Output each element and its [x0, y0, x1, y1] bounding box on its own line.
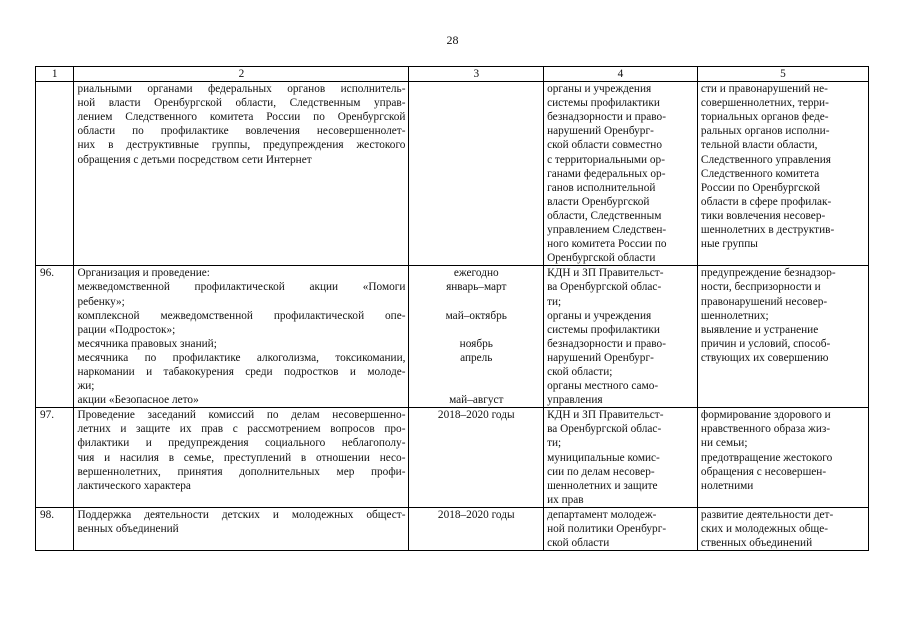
text-line: органы и учреждения — [547, 309, 652, 322]
text-line: лактического характера — [77, 479, 191, 492]
text-line: департамент молодеж- — [547, 508, 657, 521]
text-line: месячника по профилактике алкоголизма, токсикомании, — [77, 351, 406, 364]
period-cell — [409, 408, 544, 508]
column-number: 1 — [36, 67, 74, 82]
period-cell — [409, 266, 544, 408]
text-line — [412, 379, 540, 393]
table-row — [36, 408, 869, 508]
text-line: май–август — [449, 394, 504, 407]
text-line: обращения с детьми посредством сети Интернет — [77, 153, 312, 166]
text-line: май–октябрь — [445, 309, 507, 322]
text-line: нарушений Оренбург- — [547, 125, 654, 138]
result-cell — [697, 408, 868, 508]
column-number: 2 — [74, 67, 409, 82]
text-line: России по Оренбургской — [700, 181, 821, 194]
column-number: 4 — [544, 67, 698, 82]
result-cell — [697, 266, 868, 408]
text-line: области в сфере профилак- — [700, 195, 832, 208]
text-line: них в деструктивные группы, предупреждения жестокого — [77, 139, 406, 152]
column-number: 3 — [409, 67, 544, 82]
text-line: Проведение заседаний комиссий по делам несовершенно- — [77, 409, 406, 422]
text-line: Следственного управления — [700, 153, 831, 166]
text-line: венных объединений — [77, 523, 179, 535]
item-number-cell: 97. — [36, 408, 74, 508]
result-cell — [697, 82, 868, 266]
text-line: ной власти Оренбургской области, Следственным управ- — [77, 97, 406, 110]
text-line: сии по делам несовер- — [547, 465, 655, 478]
executors-cell — [544, 266, 698, 408]
text-line: ва Оренбургской облас- — [547, 281, 662, 294]
text-line: шеннолетних и защите — [547, 479, 658, 492]
table-row — [36, 82, 869, 266]
text-line: области по профилактике вовлечения несовершеннолет- — [77, 125, 406, 138]
text-line: безнадзорности и право- — [547, 337, 666, 350]
text-line: чия и насилия в семье, преступлений в отношении несо- — [77, 451, 406, 464]
text-line: предупреждение безнадзор- — [700, 267, 836, 280]
text-line: ской области — [547, 537, 610, 550]
executors-cell — [544, 408, 698, 508]
text-line: филактики и предупреждения социального неблагополу- — [77, 437, 406, 450]
text-line: ежегодно — [453, 267, 499, 280]
text-line: вершеннолетних, принятия дополнительных мер профи- — [77, 465, 406, 478]
item-number-cell: 98. — [36, 507, 74, 550]
text-line: управлением Следствен- — [547, 224, 667, 237]
text-line: выявление и устранение — [700, 323, 819, 336]
description-cell — [74, 266, 409, 408]
text-line: жи; — [77, 380, 95, 393]
executors-cell — [544, 507, 698, 550]
period-cell — [409, 507, 544, 550]
text-line — [412, 295, 540, 309]
text-line: ганов исполнительной — [547, 181, 656, 194]
result-cell — [697, 507, 868, 550]
text-line: апрель — [460, 351, 493, 364]
text-line: КДН и ЗП Правительст- — [547, 409, 664, 422]
text-line: акции «Безопасное лето» — [77, 394, 199, 407]
description-cell — [74, 82, 409, 266]
text-line: тики вовлечения несовер- — [700, 209, 826, 222]
text-line: ской области; — [547, 365, 613, 378]
text-line: ного комитета России по — [547, 238, 667, 251]
text-line: ребенку»; — [77, 295, 125, 308]
period-cell — [409, 82, 544, 266]
text-line: месячника правовых знаний; — [77, 337, 217, 350]
text-line: муниципальные комис- — [547, 451, 660, 464]
text-line: шеннолетних в деструктив- — [700, 224, 835, 237]
text-line: ских и молодежных обще- — [700, 523, 828, 535]
text-line: нравственного образа жиз- — [700, 423, 831, 436]
text-line: управления — [547, 394, 603, 407]
description-cell — [74, 408, 409, 508]
text-line: ствующих их совершению — [700, 351, 829, 364]
text-line: причин и условий, способ- — [700, 337, 831, 350]
text-line: с территориальными ор- — [547, 153, 665, 166]
text-line: ноябрь — [459, 337, 493, 350]
text-line: ственных объединений — [700, 537, 813, 550]
text-line: нолетними — [700, 479, 754, 492]
column-number: 5 — [697, 67, 868, 82]
text-line — [412, 323, 540, 337]
text-line: межведомственной профилактической акции «Помоги — [77, 281, 406, 294]
item-number-cell — [36, 82, 74, 266]
text-line: риальными органами федеральных органов исполнитель- — [77, 83, 406, 96]
table-row — [36, 266, 869, 408]
description-cell — [74, 507, 409, 550]
text-line: шеннолетних; — [700, 309, 769, 322]
text-line: ные группы — [700, 238, 758, 251]
text-line: власти Оренбургской — [547, 195, 650, 208]
table-row — [36, 507, 869, 550]
text-line: системы профилактики — [547, 323, 660, 336]
text-line: тельной власти области, — [700, 139, 818, 152]
text-line: области, Следственным — [547, 209, 662, 222]
text-line: органы местного само- — [547, 380, 659, 393]
text-line: формирование здорового и — [700, 409, 831, 422]
text-line: Организация и проведение: — [77, 267, 210, 280]
text-line: ской области совместно — [547, 139, 663, 152]
text-line: лением Следственного комитета России по Оренбургской — [77, 111, 406, 124]
text-line: развитие деятельности дет- — [700, 508, 834, 521]
text-line: нарушений Оренбург- — [547, 351, 654, 364]
text-line: ти; — [547, 295, 562, 308]
text-line: органы и учреждения — [547, 83, 652, 96]
measures-table — [35, 66, 869, 551]
text-line: комплексной межведомственной профилактической опе- — [77, 309, 406, 322]
text-line: совершеннолетних, терри- — [700, 97, 829, 110]
text-line: их прав — [547, 493, 584, 506]
text-line: рации «Подросток»; — [77, 323, 176, 336]
text-line — [412, 365, 540, 379]
text-line: КДН и ЗП Правительст- — [547, 267, 664, 280]
text-line: ности, беспризорности и — [700, 281, 821, 294]
executors-cell — [544, 82, 698, 266]
text-line: обращения с несовершен- — [700, 465, 827, 478]
text-line: Поддержка деятельности детских и молодежных общест- — [77, 508, 406, 521]
text-line: Оренбургской области — [547, 252, 656, 265]
text-line: летних и защите их прав с рассмотрением вопросов про- — [77, 423, 406, 436]
text-line: правонарушений несовер- — [700, 295, 828, 308]
text-line: ганами федеральных ор- — [547, 167, 666, 180]
text-line: ва Оренбургской облас- — [547, 423, 662, 436]
text-line: 2018–2020 годы — [437, 508, 515, 521]
text-line: Следственного комитета — [700, 167, 820, 180]
text-line: системы профилактики — [547, 97, 660, 110]
page-number: 28 — [446, 33, 459, 47]
text-line: ти; — [547, 437, 562, 450]
text-line: ной политики Оренбург- — [547, 523, 667, 535]
text-line: ториальных органов феде- — [700, 111, 829, 124]
text-line: ральных органов исполни- — [700, 125, 830, 138]
text-line: январь–март — [446, 281, 507, 294]
text-line: сти и правонарушений не- — [700, 83, 828, 96]
item-number-cell: 96. — [36, 266, 74, 408]
text-line: безнадзорности и право- — [547, 111, 666, 124]
column-number-row — [36, 67, 869, 82]
text-line: наркомании и табакокурения среди подростков и молоде- — [77, 365, 406, 378]
text-line: ни семьи; — [700, 437, 748, 450]
text-line: 2018–2020 годы — [437, 409, 515, 422]
text-line: предотвращение жестокого — [700, 451, 833, 464]
